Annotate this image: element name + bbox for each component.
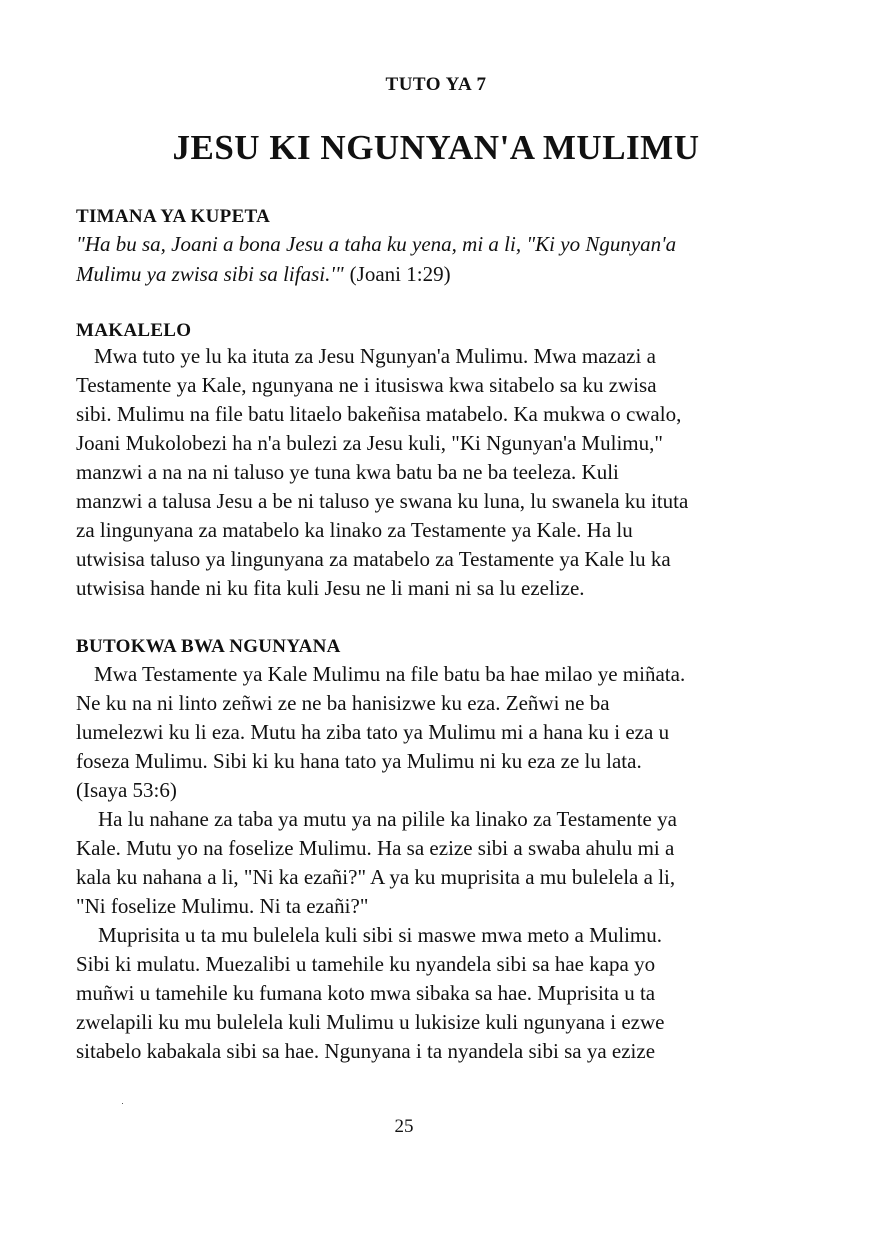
- paragraph-line: Sibi ki mulatu. Muezalibi u tamehile ku nyandela sibi sa hae kapa yo: [76, 952, 656, 976]
- scan-speck: [122, 1103, 123, 1104]
- key-verse-text: Mulimu ya zwisa sibi sa lifasi.'": [76, 262, 344, 286]
- paragraph-line: muñwi u tamehile ku fumana koto mwa sibaka sa hae. Muprisita u ta: [76, 981, 656, 1005]
- lesson-label: TUTO YA 7: [385, 74, 487, 95]
- paragraph-line: foseza Mulimu. Sibi ki ku hana tato ya Mulimu ni ku eza ze lu lata.: [76, 749, 642, 773]
- paragraph-line: kala ku nahana a li, "Ni ka ezañi?" A ya ku muprisita a mu bulelela a li,: [76, 865, 676, 889]
- paragraph-line: "Ni foselize Mulimu. Ni ta ezañi?": [76, 894, 369, 918]
- key-verse-reference: (Joani 1:29): [349, 262, 451, 286]
- paragraph-line: sitabelo kabakala sibi sa hae. Ngunyana i ta nyandela sibi sa ya ezize: [76, 1039, 656, 1063]
- paragraph-line: (Isaya 53:6): [76, 778, 177, 802]
- key-verse-line: [76, 264, 451, 285]
- page-number: 25: [394, 1116, 414, 1137]
- paragraph-line: Ha lu nahane za taba ya mutu ya na pilile ka linako za Testamente ya: [98, 807, 677, 831]
- key-verse-heading: TIMANA YA KUPETA: [76, 206, 271, 227]
- paragraph-line: za lingunyana za matabelo ka linako za Testamente ya Kale. Ha lu: [76, 518, 633, 542]
- paragraph-line: Kale. Mutu yo na foselize Mulimu. Ha sa ezize sibi a swaba ahulu mi a: [76, 836, 675, 860]
- paragraph-line: manzwi a talusa Jesu a be ni taluso ye swana ku luna, lu swanela ku ituta: [76, 489, 689, 513]
- paragraph-line: utwisisa taluso ya lingunyana za matabelo za Testamente ya Kale lu ka: [76, 547, 671, 571]
- paragraph-line: Ne ku na ni linto zeñwi ze ne ba hanisizwe ku eza. Zeñwi ne ba: [76, 691, 610, 715]
- paragraph-line: sibi. Mulimu na file batu litaelo bakeñisa matabelo. Ka mukwa o cwalo,: [76, 402, 682, 426]
- intro-heading: MAKALELO: [76, 320, 192, 341]
- paragraph-line: Mwa tuto ye lu ka ituta za Jesu Ngunyan'a Mulimu. Mwa mazazi a: [94, 344, 656, 368]
- key-verse-line: "Ha bu sa, Joani a bona Jesu a taha ku yena, mi a li, "Ki yo Ngunyan'a: [76, 232, 677, 256]
- paragraph-line: Testamente ya Kale, ngunyana ne i itusiswa kwa sitabelo sa ku zwisa: [76, 373, 657, 397]
- paragraph-line: lumelezwi ku li eza. Mutu ha ziba tato ya Mulimu mi a hana ku i eza u: [76, 720, 670, 744]
- page-title: JESU KI NGUNYAN'A MULIMU: [172, 128, 700, 167]
- paragraph-line: zwelapili ku mu bulelela kuli Mulimu u lukisize kuli ngunyana i ezwe: [76, 1010, 665, 1034]
- paragraph-line: Mwa Testamente ya Kale Mulimu na file batu ba hae milao ye miñata.: [94, 662, 686, 686]
- section-heading: BUTOKWA BWA NGUNYANA: [76, 636, 341, 657]
- paragraph-line: manzwi a na na ni taluso ye tuna kwa batu ba ne ba teeleza. Kuli: [76, 460, 619, 484]
- paragraph-line: Muprisita u ta mu bulelela kuli sibi si maswe mwa meto a Mulimu.: [98, 923, 663, 947]
- paragraph-line: Joani Mukolobezi ha n'a bulezi za Jesu kuli, "Ki Ngunyan'a Mulimu,": [76, 431, 663, 455]
- paragraph-line: utwisisa hande ni ku fita kuli Jesu ne li mani ni sa lu ezelize.: [76, 576, 585, 600]
